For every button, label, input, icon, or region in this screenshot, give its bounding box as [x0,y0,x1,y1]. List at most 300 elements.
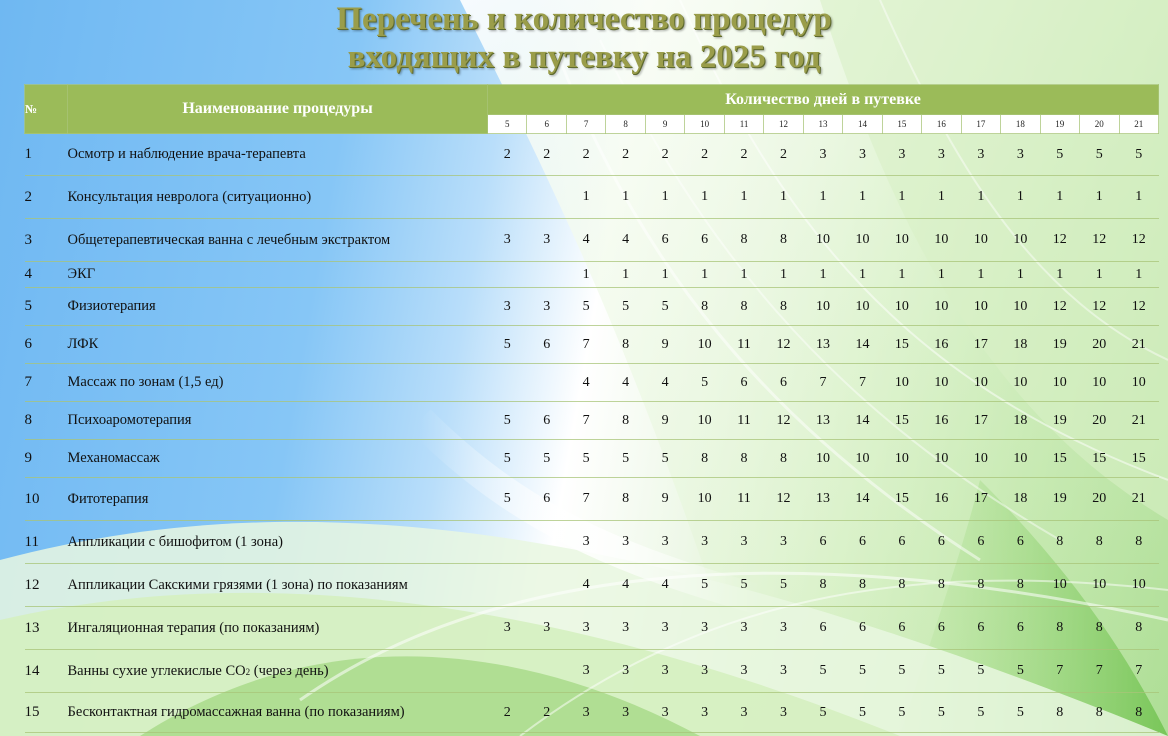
procedure-count-cell: 8 [606,402,645,440]
procedure-name [68,288,488,326]
procedure-count-cell: 5 [843,650,882,693]
procedure-count-cell: 1 [961,262,1000,288]
row-number: 15 [25,693,68,733]
day-column-header: 8 [606,115,645,134]
procedure-count-cell: 12 [1080,288,1119,326]
procedure-count-cell: 3 [685,693,724,733]
procedure-count-cell: 1 [1080,176,1119,219]
procedure-count-cell: 12 [764,402,803,440]
procedure-count-cell: 6 [527,326,566,364]
procedure-count-cell: 5 [488,402,527,440]
procedure-count-cell: 1 [764,176,803,219]
procedure-count-cell: 10 [961,440,1000,478]
table-row [25,326,1159,364]
procedure-count-cell: 12 [1119,288,1159,326]
procedure-count-cell [527,650,566,693]
day-column-header: 20 [1080,115,1119,134]
procedure-count-cell: 10 [882,364,921,402]
procedure-count-cell: 4 [606,219,645,262]
procedure-count-cell: 3 [645,693,684,733]
procedure-count-cell: 8 [724,440,763,478]
procedure-count-cell: 6 [764,364,803,402]
procedure-count-cell: 5 [1001,693,1040,733]
procedure-count-cell: 10 [843,288,882,326]
procedure-count-cell: 7 [566,402,605,440]
day-column-header: 13 [803,115,842,134]
procedure-count-cell: 5 [606,288,645,326]
procedure-name-text: Ингаляционная терапия (по показаниям) [67,619,320,636]
procedure-count-cell: 4 [566,219,605,262]
procedure-count-cell: 3 [764,607,803,650]
procedure-count-cell: 5 [606,440,645,478]
procedure-count-cell: 10 [843,219,882,262]
procedure-count-cell: 8 [685,440,724,478]
procedure-count-cell: 1 [922,262,961,288]
procedure-count-cell: 4 [645,564,684,607]
procedure-count-cell: 3 [645,521,684,564]
procedure-name-text: ЛФК [67,336,99,352]
procedure-count-cell: 1 [566,262,605,288]
procedure-count-cell: 8 [764,440,803,478]
row-number: 14 [25,650,68,693]
procedure-count-cell: 3 [606,693,645,733]
procedure-count-cell: 5 [724,564,763,607]
procedure-count-cell: 5 [488,326,527,364]
procedure-count-cell: 1 [685,262,724,288]
procedure-count-cell: 3 [566,650,605,693]
procedure-count-cell: 10 [803,219,842,262]
procedure-count-cell [527,521,566,564]
day-column-header: 5 [488,115,527,134]
procedure-name [68,564,488,607]
procedure-count-cell: 12 [1080,219,1119,262]
row-number: 2 [25,176,68,219]
procedure-count-cell: 3 [685,607,724,650]
procedure-name-text: Психоаромотерапия [67,412,192,428]
procedure-count-cell: 10 [882,288,921,326]
procedure-count-cell: 8 [922,564,961,607]
procedure-name [68,219,488,262]
procedure-count-cell: 8 [1040,693,1079,733]
procedure-count-cell: 7 [566,326,605,364]
table-row [25,219,1159,262]
procedure-count-cell: 8 [1040,607,1079,650]
procedure-count-cell: 13 [803,326,842,364]
procedure-count-cell: 10 [685,478,724,521]
procedure-name [68,693,488,733]
procedure-count-cell: 9 [645,478,684,521]
procedure-count-cell: 12 [764,478,803,521]
procedure-count-cell: 21 [1119,478,1159,521]
procedure-count-cell: 10 [843,440,882,478]
procedure-count-cell: 5 [882,693,921,733]
procedure-count-cell: 6 [961,607,1000,650]
procedure-count-cell: 5 [843,693,882,733]
procedure-count-cell [527,364,566,402]
procedure-name-text: Механомассаж [67,450,160,466]
procedure-count-cell: 2 [724,134,763,176]
procedure-count-cell [488,364,527,402]
procedure-count-cell: 3 [566,607,605,650]
procedure-count-cell: 15 [1080,440,1119,478]
table-row [25,288,1159,326]
procedure-count-cell: 1 [645,176,684,219]
procedure-count-cell: 3 [685,521,724,564]
procedure-name-text: ЭКГ [67,266,96,282]
procedure-count-cell: 18 [1001,478,1040,521]
procedure-count-cell: 14 [843,326,882,364]
procedure-name-text: Бесконтактная гидромассажная ванна (по показаниям) [67,704,405,720]
procedure-count-cell: 3 [724,521,763,564]
procedure-count-cell: 2 [606,134,645,176]
day-column-header: 14 [843,115,882,134]
procedure-count-cell: 2 [527,693,566,733]
procedure-count-cell: 15 [1119,440,1159,478]
procedure-count-cell: 8 [1001,564,1040,607]
procedure-count-cell: 10 [1119,364,1159,402]
procedure-count-cell: 8 [1119,521,1159,564]
procedure-count-cell: 13 [803,402,842,440]
procedure-count-cell: 5 [685,564,724,607]
row-number: 4 [25,262,68,288]
day-column-header: 7 [566,115,605,134]
procedure-count-cell: 10 [1080,364,1119,402]
procedure-count-cell [488,262,527,288]
procedure-count-cell: 10 [1040,364,1079,402]
day-column-header: 21 [1119,115,1159,134]
procedure-name [68,262,488,288]
procedure-count-cell: 1 [724,176,763,219]
procedure-count-cell: 5 [1119,134,1159,176]
procedure-count-cell: 3 [882,134,921,176]
procedure-count-cell: 10 [961,288,1000,326]
procedure-count-cell: 7 [566,478,605,521]
procedure-count-cell: 1 [685,176,724,219]
procedure-count-cell: 5 [803,693,842,733]
procedure-count-cell: 6 [724,364,763,402]
procedure-count-cell: 6 [645,219,684,262]
procedure-count-cell: 5 [961,650,1000,693]
procedure-count-cell: 9 [645,326,684,364]
procedure-count-cell: 3 [566,521,605,564]
procedure-count-cell: 3 [764,693,803,733]
day-column-header: 10 [685,115,724,134]
procedure-count-cell: 15 [1040,440,1079,478]
procedure-count-cell: 1 [566,176,605,219]
procedure-count-cell: 7 [1040,650,1079,693]
procedure-count-cell [488,176,527,219]
procedure-count-cell: 8 [764,219,803,262]
table-row [25,564,1159,607]
row-number: 6 [25,326,68,364]
procedure-count-cell: 4 [645,364,684,402]
procedure-count-cell: 7 [1080,650,1119,693]
day-column-header: 16 [922,115,961,134]
procedure-count-cell: 3 [488,219,527,262]
procedure-count-cell: 21 [1119,402,1159,440]
day-column-header: 6 [527,115,566,134]
procedure-count-cell: 7 [1119,650,1159,693]
procedure-count-cell: 1 [1040,176,1079,219]
procedure-count-cell: 5 [803,650,842,693]
procedure-count-cell: 17 [961,478,1000,521]
procedure-count-cell: 5 [961,693,1000,733]
procedure-count-cell: 5 [764,564,803,607]
procedure-count-cell: 2 [527,134,566,176]
procedure-count-cell: 20 [1080,326,1119,364]
procedure-count-cell: 15 [882,402,921,440]
procedure-count-cell: 3 [724,693,763,733]
procedure-count-cell: 1 [1119,176,1159,219]
table-row [25,693,1159,733]
procedure-count-cell: 21 [1119,326,1159,364]
procedure-count-cell: 1 [1080,262,1119,288]
procedure-count-cell: 5 [1040,134,1079,176]
procedure-count-cell: 3 [606,650,645,693]
procedure-count-cell: 10 [961,219,1000,262]
procedure-count-cell: 5 [882,650,921,693]
procedure-count-cell: 3 [488,607,527,650]
procedure-name-subscript: 2 [245,666,251,677]
procedure-count-cell: 11 [724,478,763,521]
procedure-name-text: Фитотерапия [67,490,149,507]
procedure-count-cell: 1 [961,176,1000,219]
procedure-count-cell: 8 [803,564,842,607]
procedure-count-cell: 4 [606,564,645,607]
procedure-count-cell: 1 [1001,262,1040,288]
procedure-count-cell: 5 [527,440,566,478]
procedure-count-cell: 1 [803,176,842,219]
procedure-name [68,402,488,440]
procedure-count-cell: 3 [843,134,882,176]
table-row [25,262,1159,288]
procedure-count-cell [527,564,566,607]
procedure-count-cell: 4 [606,364,645,402]
procedure-count-cell: 1 [606,262,645,288]
procedure-count-cell: 5 [488,478,527,521]
table-row [25,364,1159,402]
procedure-count-cell: 3 [566,693,605,733]
procedure-count-cell [488,650,527,693]
table-row [25,134,1159,176]
procedure-count-cell: 17 [961,402,1000,440]
procedure-count-cell: 2 [645,134,684,176]
procedure-count-cell: 5 [1080,134,1119,176]
procedure-count-cell: 10 [882,440,921,478]
table-body [25,134,1159,733]
procedure-count-cell: 10 [1080,564,1119,607]
procedure-count-cell: 11 [724,402,763,440]
procedure-count-cell: 12 [1040,219,1079,262]
procedure-count-cell: 8 [1080,521,1119,564]
procedure-count-cell: 2 [488,693,527,733]
procedure-count-cell: 3 [645,607,684,650]
procedure-count-cell: 15 [882,326,921,364]
procedure-count-cell: 10 [1001,288,1040,326]
procedure-count-cell: 10 [1001,364,1040,402]
procedure-name-text: Консультация невролога (ситуационно) [67,188,312,205]
procedure-count-cell: 7 [843,364,882,402]
day-column-header: 15 [882,115,921,134]
procedure-count-cell: 1 [1001,176,1040,219]
row-number: 10 [25,478,68,521]
procedure-count-cell: 18 [1001,402,1040,440]
procedure-count-cell: 9 [645,402,684,440]
procedure-name [68,134,488,176]
procedure-name [68,326,488,364]
procedure-count-cell: 10 [803,440,842,478]
procedure-count-cell: 3 [606,521,645,564]
procedure-count-cell: 3 [685,650,724,693]
procedure-count-cell: 8 [606,326,645,364]
procedure-name [68,176,488,219]
procedure-count-cell: 19 [1040,326,1079,364]
procedure-count-cell: 10 [922,364,961,402]
procedure-count-cell: 8 [1080,693,1119,733]
procedure-name-text: Аппликации с бишофитом (1 зона) [67,533,283,550]
procedure-count-cell: 10 [685,402,724,440]
header-number: № [25,85,68,134]
procedure-count-cell: 8 [1080,607,1119,650]
row-number: 8 [25,402,68,440]
day-column-header: 11 [724,115,763,134]
procedure-count-cell: 3 [645,650,684,693]
procedure-count-cell: 1 [843,176,882,219]
procedure-count-cell: 3 [606,607,645,650]
procedure-count-cell: 16 [922,478,961,521]
procedure-count-cell: 6 [1001,607,1040,650]
row-number: 5 [25,288,68,326]
day-column-header: 12 [764,115,803,134]
procedure-count-cell: 2 [488,134,527,176]
procedure-count-cell: 10 [922,219,961,262]
procedure-count-cell: 6 [527,478,566,521]
table-row [25,440,1159,478]
procedure-count-cell: 8 [685,288,724,326]
procedure-count-cell: 3 [764,521,803,564]
row-number: 9 [25,440,68,478]
procedure-count-cell: 5 [566,288,605,326]
table-row [25,607,1159,650]
row-number: 7 [25,364,68,402]
procedure-count-cell: 3 [803,134,842,176]
procedure-count-cell: 2 [566,134,605,176]
procedure-count-cell: 5 [922,650,961,693]
table-row [25,521,1159,564]
procedure-count-cell: 20 [1080,402,1119,440]
procedure-count-cell: 6 [803,521,842,564]
procedure-name [68,478,488,521]
procedure-count-cell: 3 [764,650,803,693]
procedure-count-cell: 3 [488,288,527,326]
procedure-count-cell: 1 [764,262,803,288]
procedure-count-cell: 8 [724,219,763,262]
procedure-count-cell: 19 [1040,478,1079,521]
day-column-header: 18 [1001,115,1040,134]
procedure-count-cell: 10 [961,364,1000,402]
procedure-name-text: Аппликации Сакскими грязями (1 зона) по показаниям [67,576,408,593]
row-number: 3 [25,219,68,262]
procedure-count-cell: 10 [685,326,724,364]
procedure-count-cell: 10 [882,219,921,262]
procedure-name-text: Ванны сухие углекислые СО [67,662,246,679]
procedure-count-cell [488,521,527,564]
row-number: 13 [25,607,68,650]
procedure-count-cell: 5 [488,440,527,478]
procedure-count-cell: 12 [1040,288,1079,326]
title-line-2: входящих в путевку на 2025 год [347,39,821,75]
page-title [0,0,1168,76]
procedure-count-cell: 8 [961,564,1000,607]
procedure-count-cell: 3 [961,134,1000,176]
procedure-count-cell: 6 [882,607,921,650]
procedure-count-cell: 6 [843,521,882,564]
procedure-count-cell: 3 [527,288,566,326]
procedure-count-cell: 6 [882,521,921,564]
procedure-count-cell [488,564,527,607]
procedure-count-cell: 6 [922,607,961,650]
procedure-count-cell: 19 [1040,402,1079,440]
row-number: 11 [25,521,68,564]
procedure-count-cell: 16 [922,326,961,364]
header-days-count: Количество дней в путевке [488,85,1159,115]
procedure-count-cell: 1 [882,262,921,288]
procedure-count-cell: 4 [566,564,605,607]
procedure-count-cell: 10 [922,288,961,326]
procedure-name-text: Физиотерапия [67,298,156,314]
procedure-count-cell: 14 [843,478,882,521]
procedure-count-cell: 8 [724,288,763,326]
procedure-count-cell: 1 [1119,262,1159,288]
procedure-count-cell: 1 [803,262,842,288]
table-row [25,650,1159,693]
procedure-count-cell: 2 [685,134,724,176]
procedures-table [24,84,1159,733]
procedure-count-cell: 3 [922,134,961,176]
procedure-count-cell: 8 [606,478,645,521]
table-row [25,176,1159,219]
procedure-name [68,440,488,478]
procedure-count-cell: 5 [685,364,724,402]
procedure-count-cell: 6 [527,402,566,440]
procedure-name [68,364,488,402]
procedure-count-cell: 10 [1119,564,1159,607]
procedure-count-cell: 1 [606,176,645,219]
procedure-count-cell: 3 [724,607,763,650]
title-line-1: Перечень и количество процедур [336,1,832,37]
procedure-count-cell: 10 [1040,564,1079,607]
procedure-count-cell: 4 [566,364,605,402]
procedure-count-cell: 1 [922,176,961,219]
procedure-count-cell: 3 [527,219,566,262]
procedure-count-cell: 15 [882,478,921,521]
procedure-count-cell: 6 [843,607,882,650]
procedure-count-cell: 6 [685,219,724,262]
procedure-count-cell: 8 [882,564,921,607]
procedure-count-cell: 8 [1040,521,1079,564]
header-procedure-name: Наименование процедуры [68,85,488,134]
procedure-name-text: Общетерапевтическая ванна с лечебным экстрактом [67,231,391,248]
procedure-count-cell: 6 [922,521,961,564]
table-row [25,478,1159,521]
procedure-count-cell: 6 [1001,521,1040,564]
procedure-count-cell: 10 [803,288,842,326]
procedure-count-cell: 6 [961,521,1000,564]
procedure-name-tail: (через день) [250,662,329,679]
procedure-count-cell: 2 [764,134,803,176]
procedure-count-cell: 12 [1119,219,1159,262]
table-header-row [25,85,1159,115]
